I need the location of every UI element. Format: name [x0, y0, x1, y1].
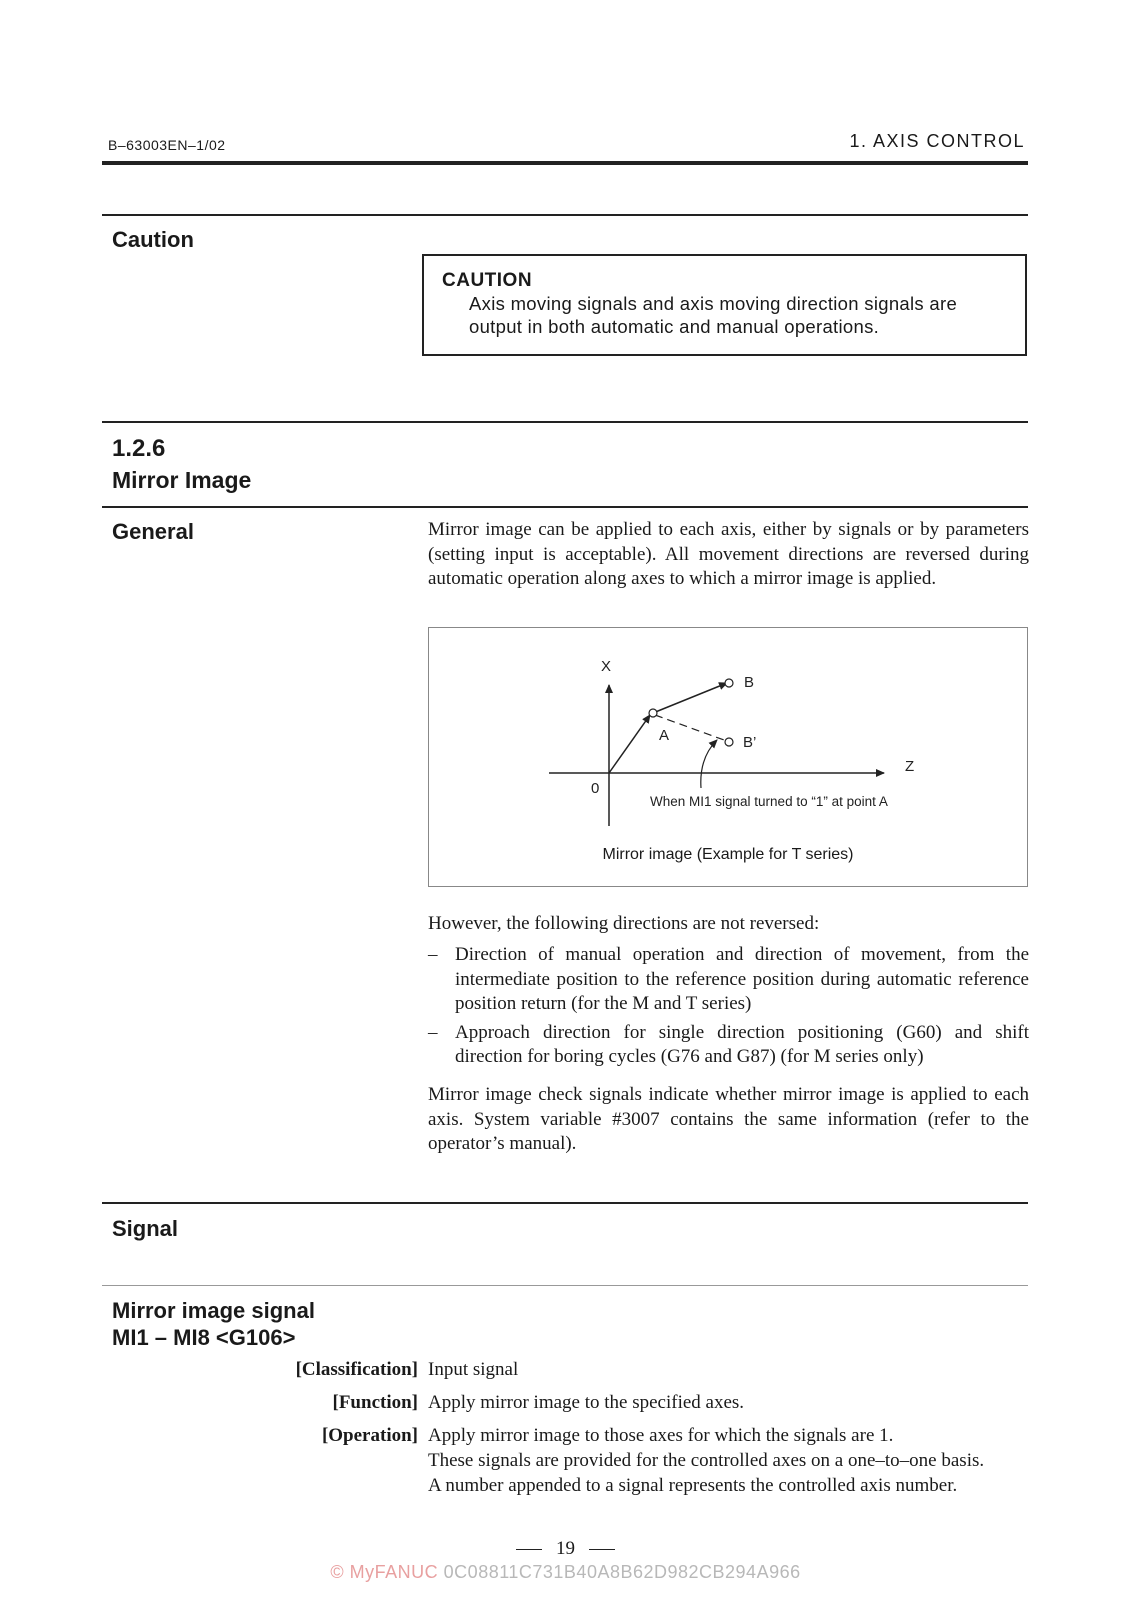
section-divider [102, 506, 1028, 508]
operation-line: A number appended to a signal represents the controlled axis number. [428, 1475, 958, 1496]
list-item [428, 943, 1029, 1017]
z-axis-label: Z [905, 758, 915, 775]
path-a-to-b [653, 683, 727, 713]
section-divider [102, 1202, 1028, 1204]
function-label: [Function] [332, 1392, 418, 1413]
point-b-label: B [744, 674, 755, 691]
function-value: Apply mirror image to the specified axes. [428, 1392, 745, 1413]
caution-side-heading: Caution [112, 227, 194, 252]
mirror-image-figure [428, 627, 1028, 887]
operation-line: These signals are provided for the controlled axes on a one–to–one basis. [428, 1450, 985, 1471]
classification-row [200, 1357, 1040, 1382]
not-reversed-list [428, 943, 1029, 1074]
header-rule [102, 161, 1028, 165]
operation-label: [Operation] [321, 1425, 418, 1446]
origin-label: 0 [591, 780, 600, 797]
caution-box [422, 254, 1027, 356]
caution-box-text [469, 292, 1007, 338]
operation-value [428, 1423, 1040, 1498]
figure-caption: Mirror image (Example for T series) [602, 846, 854, 863]
page-number-rule [516, 1549, 542, 1551]
footer-watermark [0, 1562, 1131, 1583]
list-dash: – [428, 1021, 438, 1043]
general-intro [428, 518, 1029, 592]
operation-row [200, 1423, 1040, 1498]
point-b-prime-marker [725, 738, 733, 746]
intro-paragraph: Mirror image can be applied to each axis, either by signals or by parameters (setting input is acceptable). All movement directions are reversed during automatic operation along axes to which a mirror image is applied. [428, 519, 1029, 589]
not-reversed-intro: However, the following directions are not reversed: [428, 913, 820, 934]
footer-hash: 0C08811C731B40A8B62D982CB294A966 [443, 1562, 801, 1582]
caution-text-line: output in both automatic and manual operations. [469, 316, 880, 337]
section-divider [102, 214, 1028, 216]
caution-text-line: Axis moving signals and axis moving direction signals are [469, 293, 958, 314]
page-number-rule [589, 1549, 615, 1551]
chapter-title: 1. AXIS CONTROL [849, 131, 1025, 151]
list-item-text: Direction of manual operation and direction of movement, from the intermediate position to the reference position during automatic reference position return (for the M and T series) [455, 944, 1029, 1014]
classification-value: Input signal [428, 1359, 519, 1380]
signal-sub-heading [112, 1297, 315, 1351]
signal-definitions [200, 1357, 1040, 1506]
list-item [428, 1021, 1029, 1070]
operation-line: Apply mirror image to those axes for which the signals are 1. [428, 1425, 894, 1446]
page-number-value: 19 [556, 1538, 575, 1559]
section-number: 1.2.6 [112, 435, 166, 462]
point-a-label: A [659, 727, 670, 744]
check-signals-paragraph: Mirror image check signals indicate whether mirror image is applied to each axis. System variable #3007 contains the same information (refer to the operator’s manual). [428, 1084, 1029, 1154]
general-side-heading: General [112, 519, 194, 544]
section-divider [102, 1285, 1028, 1286]
classification-label: [Classification] [295, 1359, 418, 1380]
function-row [200, 1390, 1040, 1415]
signal-address: MI1 – MI8 <G106> [112, 1325, 296, 1350]
x-axis-label: X [601, 658, 612, 675]
path-origin-to-a [609, 715, 650, 773]
signal-name: Mirror image signal [112, 1298, 315, 1323]
point-b-marker [725, 679, 733, 687]
caution-box-title: CAUTION [442, 270, 533, 291]
list-dash: – [428, 944, 438, 965]
mirror-image-diagram [429, 628, 1026, 828]
section-title: Mirror Image [112, 467, 252, 493]
footer-brand: © MyFANUC [330, 1562, 439, 1582]
document-code: B–63003EN–1/02 [108, 137, 226, 153]
point-a-marker [649, 709, 657, 717]
list-item-text: Approach direction for single direction positioning (G60) and shift direction for boring cycles (G76 and G87) (for M series only) [455, 1021, 1029, 1067]
annotation-leader [701, 740, 717, 788]
page-number [0, 1538, 1131, 1560]
point-b-prime-label: B’ [743, 734, 757, 751]
section-divider [102, 421, 1028, 423]
annotation-text: When MI1 signal turned to “1” at point A [650, 794, 888, 809]
signal-side-heading: Signal [112, 1216, 179, 1241]
